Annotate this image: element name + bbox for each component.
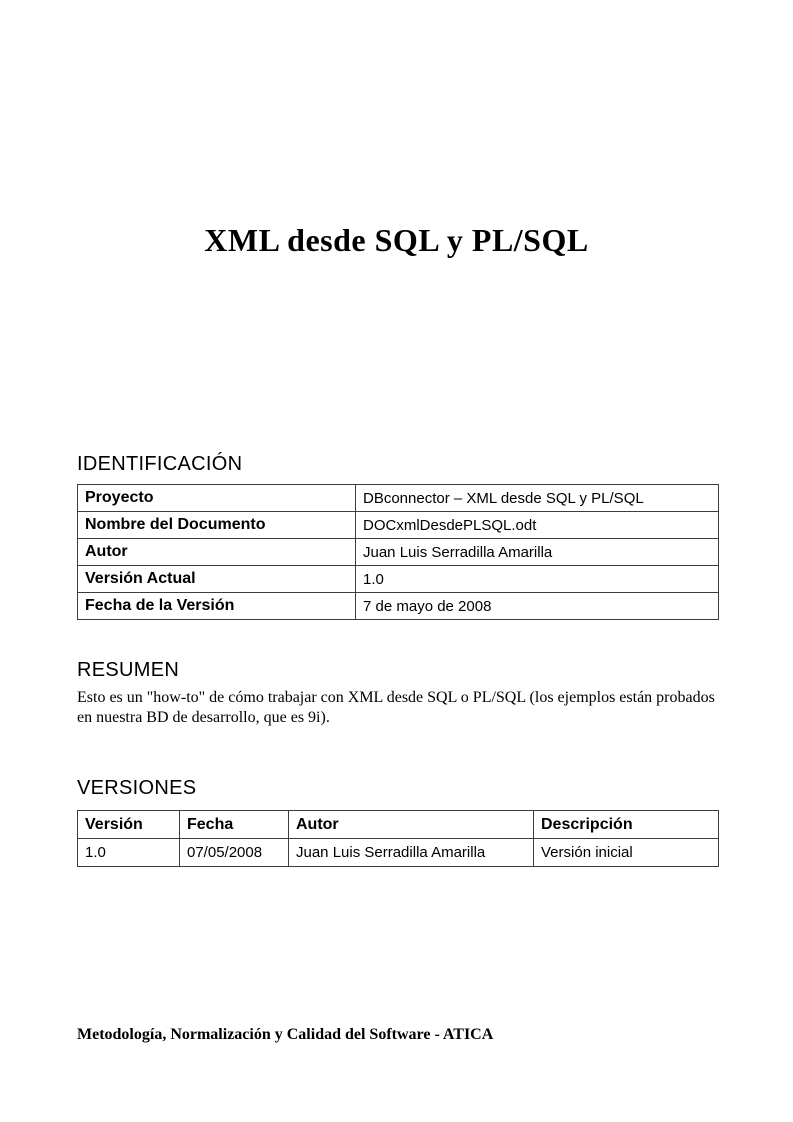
table-row [78,539,719,566]
identification-table [77,484,719,620]
page-footer: Metodología, Normalización y Calidad del Software - ATICA [77,1026,494,1043]
column-header-version: Versión [78,811,180,839]
row-label: Proyecto [78,485,356,512]
section-heading-versiones: VERSIONES [77,777,197,799]
section-heading-resumen: RESUMEN [77,659,180,681]
versions-table [77,810,719,867]
table-cell-fecha: 07/05/2008 [180,839,289,867]
table-row [78,593,719,620]
row-value: DBconnector – XML desde SQL y PL/SQL [356,485,719,512]
row-value: DOCxmlDesdePLSQL.odt [356,512,719,539]
table-row [78,512,719,539]
table-row [78,485,719,512]
section-heading-identificacion: IDENTIFICACIÓN [77,453,243,475]
table-cell-version: 1.0 [78,839,180,867]
page-title: XML desde SQL y PL/SQL [204,222,589,258]
table-header-row [78,811,719,839]
table-row [78,566,719,593]
row-label: Autor [78,539,356,566]
resumen-paragraph: Esto es un "how-to" de cómo trabajar con XML desde SQL o PL/SQL (los ejemplos están probados en nuestra BD de desarrollo, que es 9i). [77,689,715,726]
row-label: Versión Actual [78,566,356,593]
row-label: Nombre del Documento [78,512,356,539]
table-row [78,839,719,867]
column-header-descripcion: Descripción [534,811,719,839]
table-cell-descripcion: Versión inicial [534,839,719,867]
column-header-fecha: Fecha [180,811,289,839]
table-cell-autor: Juan Luis Serradilla Amarilla [289,839,534,867]
row-value: 7 de mayo de 2008 [356,593,719,620]
column-header-autor: Autor [289,811,534,839]
row-label: Fecha de la Versión [78,593,356,620]
row-value: 1.0 [356,566,719,593]
row-value: Juan Luis Serradilla Amarilla [356,539,719,566]
